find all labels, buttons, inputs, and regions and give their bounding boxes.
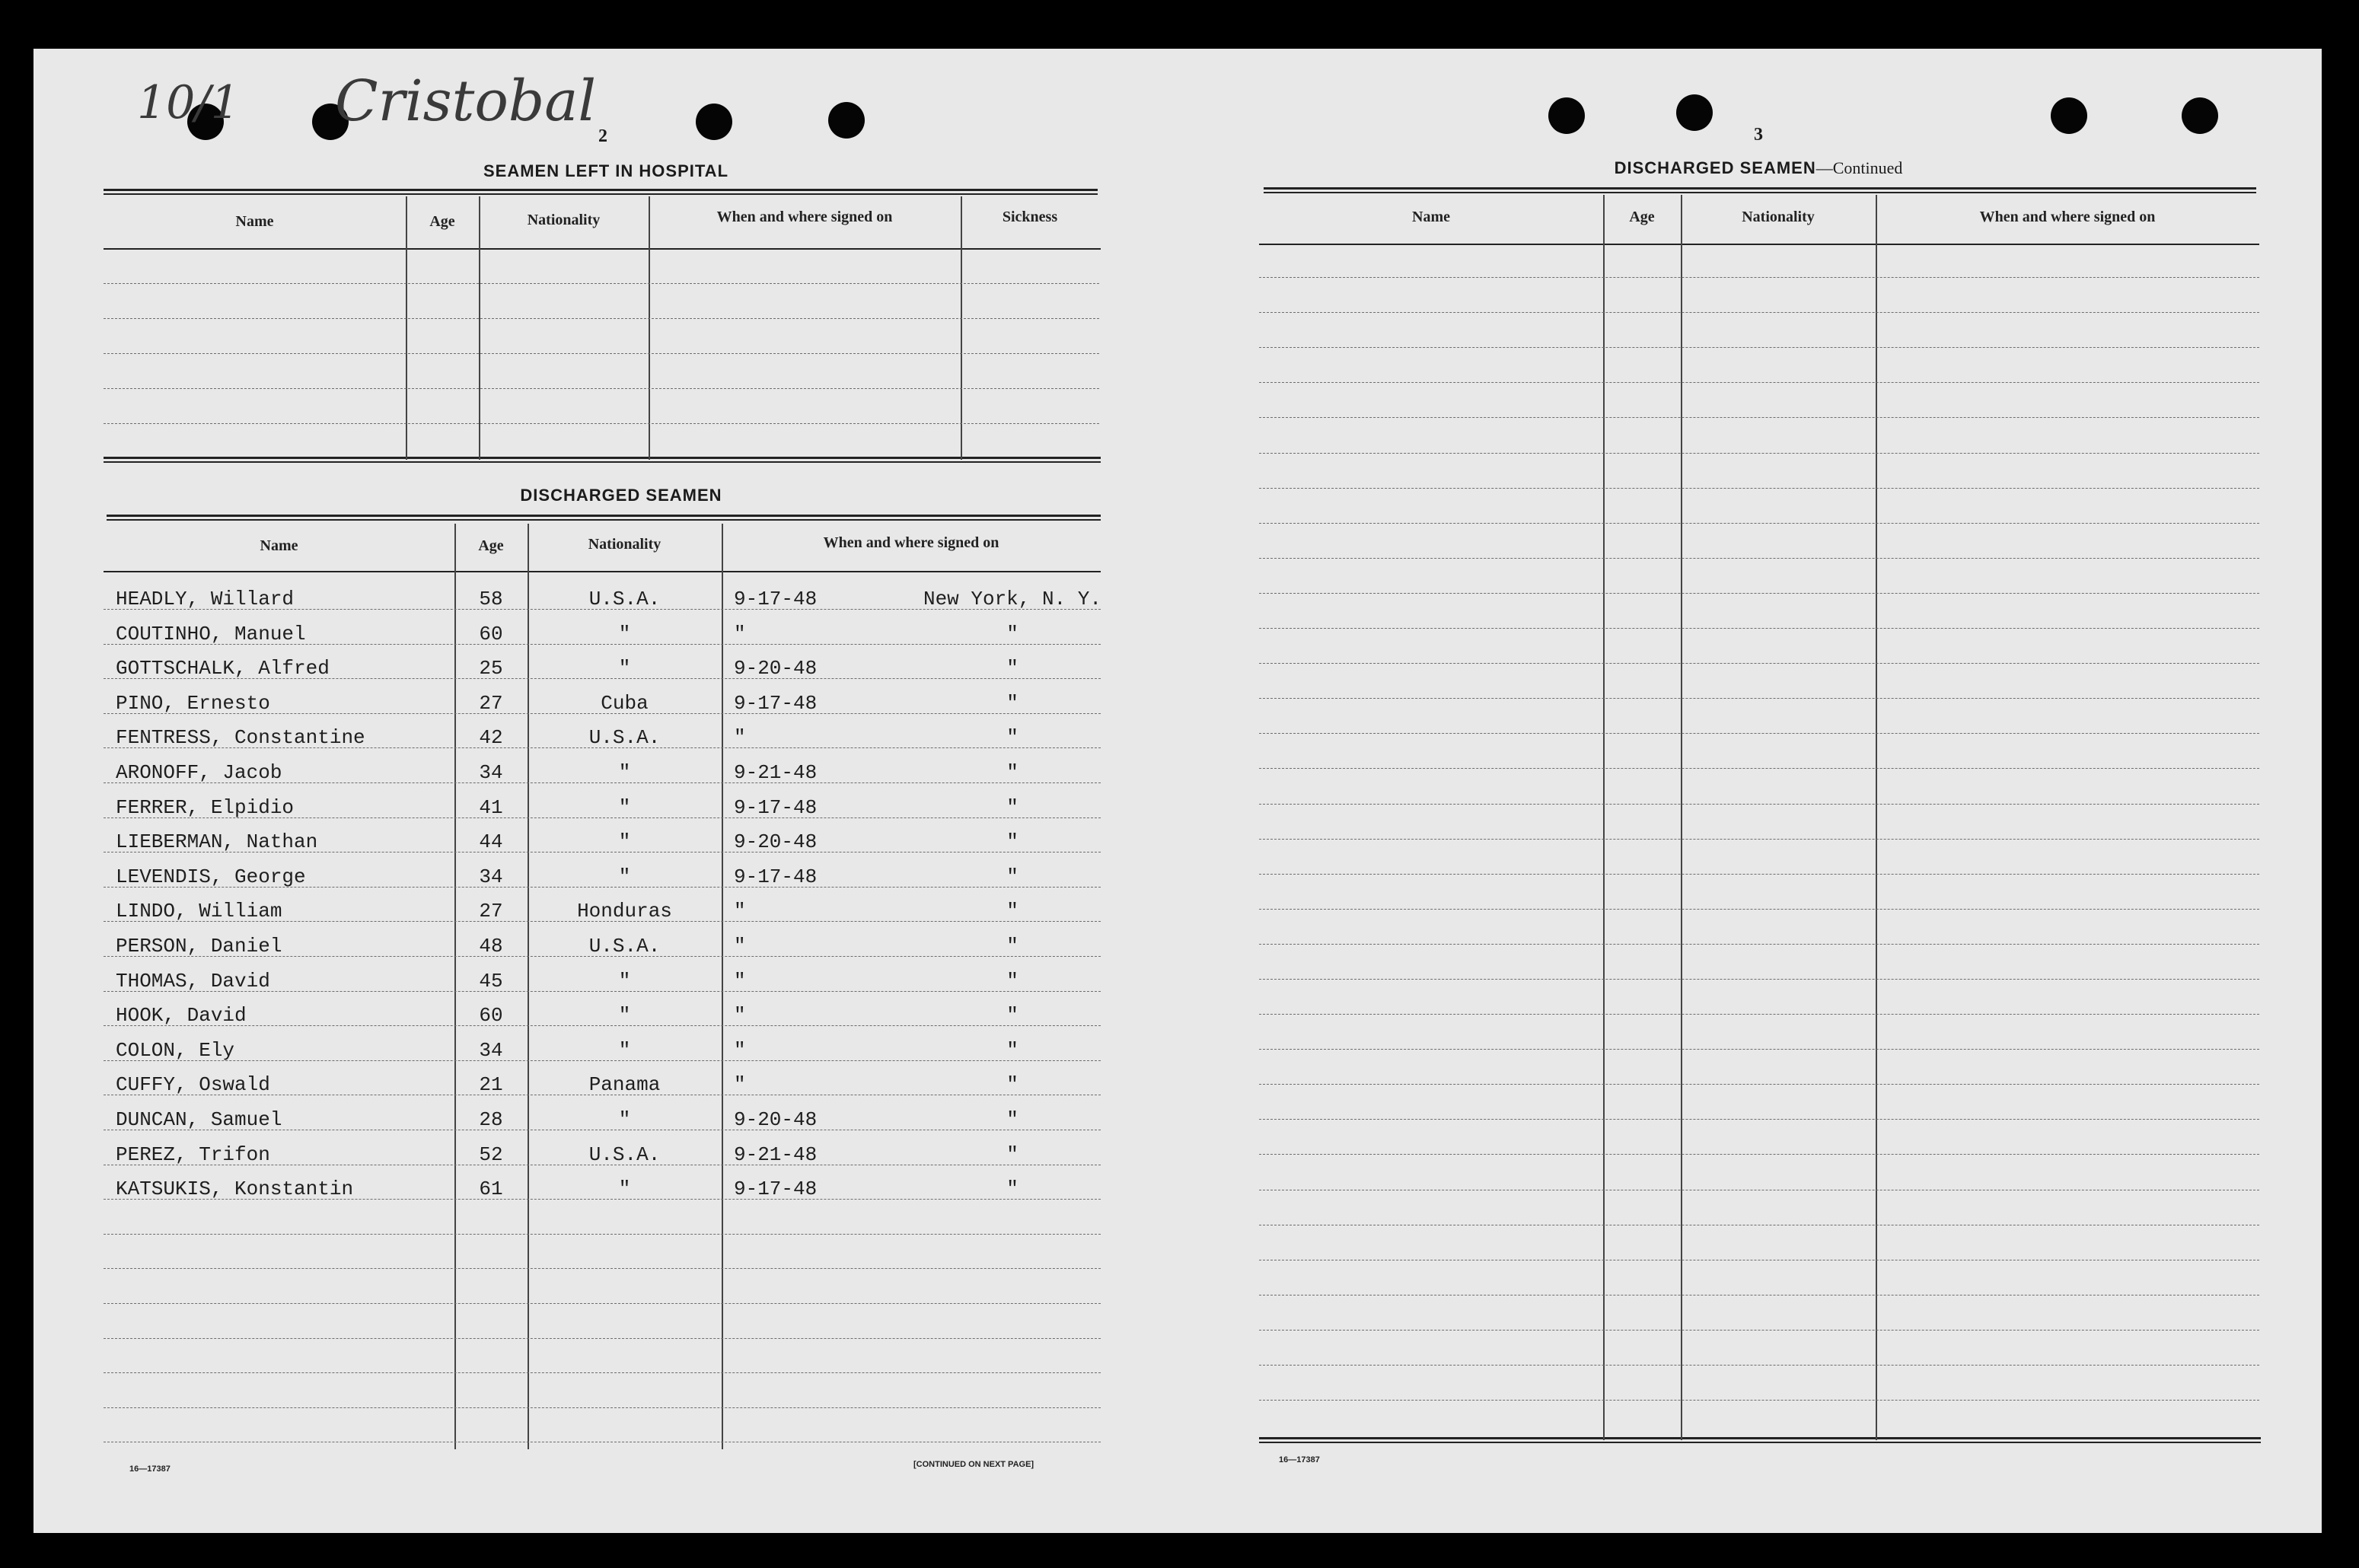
- seaman-name: LEVENDIS, George: [116, 865, 306, 888]
- seaman-name: GOTTSCHALK, Alfred: [116, 657, 330, 680]
- signed-on-date: 9-21-48: [734, 761, 818, 784]
- discharged-header-nationality: Nationality: [588, 536, 661, 553]
- signed-on-date: 9-20-48: [734, 830, 818, 854]
- seaman-age: 42: [479, 726, 503, 750]
- signed-on-place: ": [1006, 1143, 1019, 1166]
- ruled-line: [104, 1372, 1101, 1373]
- seaman-name: CUFFY, Oswald: [116, 1073, 270, 1097]
- hospital-col-divider: [406, 196, 407, 460]
- continued-note: [CONTINUED ON NEXT PAGE]: [913, 1460, 1034, 1469]
- seaman-nationality: ": [618, 1108, 631, 1131]
- continued-title-main: DISCHARGED SEAMEN: [1614, 158, 1816, 177]
- ruled-line: [1259, 558, 2259, 559]
- continued-header-age: Age: [1629, 209, 1655, 225]
- seaman-name: COUTINHO, Manuel: [116, 622, 306, 645]
- continued-table-bottom-rule: [1259, 1437, 2261, 1443]
- signed-on-place: ": [1006, 1178, 1019, 1201]
- ruled-line: [1259, 1014, 2259, 1015]
- discharged-header-signed-on: When and where signed on: [823, 534, 999, 551]
- seaman-age: 28: [479, 1108, 503, 1131]
- signed-on-place: New York, N. Y.: [923, 588, 1102, 610]
- signed-on-date: ": [734, 1004, 746, 1028]
- seaman-age: 52: [479, 1143, 503, 1166]
- seaman-nationality: ": [618, 1178, 631, 1201]
- signed-on-date: ": [734, 900, 746, 923]
- discharged-header-age: Age: [478, 537, 504, 554]
- seaman-name: LIEBERMAN, Nathan: [116, 830, 318, 854]
- signed-on-date: ": [734, 935, 746, 958]
- seaman-age: 34: [479, 761, 503, 784]
- seaman-nationality: ": [618, 1004, 631, 1028]
- seaman-age: 25: [479, 657, 503, 680]
- signed-on-place: ": [1006, 1038, 1019, 1062]
- seaman-name: KATSUKIS, Konstantin: [116, 1178, 354, 1201]
- seaman-age: 41: [479, 795, 503, 819]
- discharged-header-name: Name: [260, 537, 298, 554]
- signed-on-place: ": [1006, 795, 1019, 819]
- ruled-line: [1259, 804, 2259, 805]
- ruled-line: [1259, 382, 2259, 383]
- ruled-line: [1259, 1154, 2259, 1155]
- seaman-nationality: U.S.A.: [588, 588, 661, 610]
- signed-on-date: 9-21-48: [734, 1143, 818, 1166]
- seaman-nationality: Panama: [588, 1073, 661, 1097]
- seaman-age: 44: [479, 830, 503, 854]
- ruled-line: [1259, 1400, 2259, 1401]
- signed-on-date: 9-20-48: [734, 657, 818, 680]
- signed-on-place: ": [1006, 830, 1019, 854]
- punch-hole: [2182, 97, 2218, 134]
- seaman-age: 45: [479, 969, 503, 993]
- handwritten-folio: 10/1: [137, 76, 240, 129]
- ruled-line: [1259, 979, 2259, 980]
- signed-on-date: ": [734, 1073, 746, 1097]
- punch-hole: [828, 102, 865, 139]
- signed-on-place: ": [1006, 1108, 1019, 1131]
- ruled-line: [1259, 768, 2259, 769]
- hospital-header-signed-on: When and where signed on: [716, 209, 893, 225]
- ruled-line: [104, 353, 1099, 354]
- discharged-title: DISCHARGED SEAMEN: [520, 486, 722, 505]
- seaman-name: THOMAS, David: [116, 969, 270, 993]
- ruled-line: [1259, 488, 2259, 489]
- seaman-name: LINDO, William: [116, 900, 282, 923]
- signed-on-place: ": [1006, 657, 1019, 680]
- ruled-line: [1259, 909, 2259, 910]
- seaman-nationality: ": [618, 622, 631, 645]
- ruled-line: [1259, 1084, 2259, 1085]
- hospital-header-rule: [104, 248, 1101, 250]
- signed-on-date: ": [734, 969, 746, 993]
- signed-on-place: ": [1006, 726, 1019, 750]
- punch-hole: [1676, 94, 1713, 131]
- hospital-table-top-rule: [104, 189, 1098, 195]
- ruled-line: [104, 318, 1099, 319]
- signed-on-place: ": [1006, 1004, 1019, 1028]
- seaman-nationality: ": [618, 795, 631, 819]
- seaman-nationality: U.S.A.: [588, 1143, 661, 1166]
- seaman-name: ARONOFF, Jacob: [116, 761, 282, 784]
- ruled-line: [1259, 523, 2259, 524]
- hospital-col-divider: [479, 196, 480, 460]
- signed-on-date: 9-17-48: [734, 865, 818, 888]
- seaman-age: 34: [479, 865, 503, 888]
- form-number-right: 16—17387: [1279, 1455, 1320, 1464]
- signed-on-place: ": [1006, 900, 1019, 923]
- seaman-name: HEADLY, Willard: [116, 588, 295, 610]
- seaman-age: 27: [479, 900, 503, 923]
- signed-on-place: ": [1006, 761, 1019, 784]
- hospital-col-divider: [649, 196, 650, 460]
- form-number-left: 16—17387: [129, 1464, 171, 1474]
- hospital-col-divider: [961, 196, 962, 460]
- continued-header-name: Name: [1412, 209, 1450, 225]
- seaman-age: 21: [479, 1073, 503, 1097]
- signed-on-date: 9-17-48: [734, 1178, 818, 1201]
- seaman-nationality: U.S.A.: [588, 935, 661, 958]
- signed-on-date: 9-20-48: [734, 1108, 818, 1131]
- continued-table-top-rule: [1264, 187, 2256, 193]
- ruled-line: [1259, 663, 2259, 664]
- seaman-nationality: ": [618, 657, 631, 680]
- seaman-name: COLON, Ely: [116, 1038, 235, 1062]
- handwritten-port: Cristobal: [335, 69, 597, 134]
- ruled-line: [1259, 1295, 2259, 1296]
- seaman-age: 27: [479, 691, 503, 715]
- ruled-line: [1259, 417, 2259, 418]
- ruled-line: [1259, 1330, 2259, 1331]
- punch-hole: [696, 104, 732, 140]
- seaman-age: 61: [479, 1178, 503, 1201]
- signed-on-date: 9-17-48: [734, 691, 818, 715]
- ruled-line: [1259, 1049, 2259, 1050]
- seaman-name: FERRER, Elpidio: [116, 795, 295, 819]
- hospital-header-age: Age: [429, 213, 455, 230]
- discharged-col-divider: [722, 524, 723, 1449]
- ruled-line: [1259, 347, 2259, 348]
- ruled-line: [1259, 453, 2259, 454]
- seaman-age: 60: [479, 622, 503, 645]
- punch-hole: [1548, 97, 1585, 134]
- document-sheet: [33, 49, 2322, 1533]
- ruled-line: [104, 388, 1099, 389]
- seaman-nationality: ": [618, 865, 631, 888]
- hospital-title: SEAMEN LEFT IN HOSPITAL: [483, 161, 729, 180]
- ruled-line: [1259, 1365, 2259, 1366]
- ruled-line: [104, 1234, 1101, 1235]
- seaman-nationality: ": [618, 830, 631, 854]
- ruled-line: [1259, 628, 2259, 629]
- ruled-line: [104, 1407, 1101, 1408]
- ruled-line: [104, 283, 1099, 284]
- signed-on-place: ": [1006, 691, 1019, 715]
- signed-on-place: ": [1006, 935, 1019, 958]
- signed-on-date: ": [734, 622, 746, 645]
- page-number-left: 2: [598, 126, 607, 146]
- discharged-table-top-rule: [107, 515, 1101, 521]
- signed-on-place: ": [1006, 1073, 1019, 1097]
- ruled-line: [104, 1268, 1101, 1269]
- seaman-nationality: ": [618, 761, 631, 784]
- hospital-header-nationality: Nationality: [527, 212, 601, 228]
- signed-on-place: ": [1006, 622, 1019, 645]
- ruled-line: [1259, 874, 2259, 875]
- ruled-line: [104, 1338, 1101, 1339]
- signed-on-place: ": [1006, 969, 1019, 993]
- signed-on-date: 9-17-48: [734, 588, 818, 610]
- hospital-table-bottom-rule: [104, 457, 1101, 463]
- page-number-right: 3: [1754, 125, 1763, 145]
- signed-on-date: ": [734, 1038, 746, 1062]
- seaman-age: 60: [479, 1004, 503, 1028]
- seaman-name: PINO, Ernesto: [116, 691, 270, 715]
- signed-on-date: 9-17-48: [734, 795, 818, 819]
- seaman-age: 48: [479, 935, 503, 958]
- ruled-line: [1259, 593, 2259, 594]
- seaman-nationality: Honduras: [577, 900, 672, 923]
- signed-on-date: ": [734, 726, 746, 750]
- ruled-line: [1259, 944, 2259, 945]
- signed-on-place: ": [1006, 865, 1019, 888]
- seaman-age: 58: [479, 588, 503, 610]
- seaman-nationality: Cuba: [601, 691, 649, 715]
- ruled-line: [104, 423, 1099, 424]
- continued-title-suffix: —Continued: [1815, 158, 1903, 177]
- discharged-header-rule: [104, 571, 1101, 572]
- seaman-nationality: U.S.A.: [588, 726, 661, 750]
- seaman-age: 34: [479, 1038, 503, 1062]
- seaman-name: PEREZ, Trifon: [116, 1143, 270, 1166]
- seaman-nationality: ": [618, 1038, 631, 1062]
- seaman-name: FENTRESS, Constantine: [116, 726, 365, 750]
- seaman-name: PERSON, Daniel: [116, 935, 282, 958]
- ruled-line: [104, 1303, 1101, 1304]
- ruled-line: [1259, 733, 2259, 734]
- continued-header-rule: [1259, 244, 2259, 245]
- ruled-line: [1259, 312, 2259, 313]
- hospital-header-name: Name: [235, 213, 274, 230]
- ruled-line: [1259, 839, 2259, 840]
- ruled-line: [1259, 1119, 2259, 1120]
- ruled-line: [1259, 277, 2259, 278]
- continued-title: [1264, 158, 2253, 178]
- seaman-nationality: ": [618, 969, 631, 993]
- ruled-line: [1259, 698, 2259, 699]
- seaman-name: DUNCAN, Samuel: [116, 1108, 282, 1131]
- continued-header-signed-on: When and where signed on: [1979, 209, 2156, 225]
- continued-header-nationality: Nationality: [1742, 209, 1815, 225]
- seaman-name: HOOK, David: [116, 1004, 247, 1028]
- hospital-header-sickness: Sickness: [1002, 209, 1058, 225]
- punch-hole: [2051, 97, 2087, 134]
